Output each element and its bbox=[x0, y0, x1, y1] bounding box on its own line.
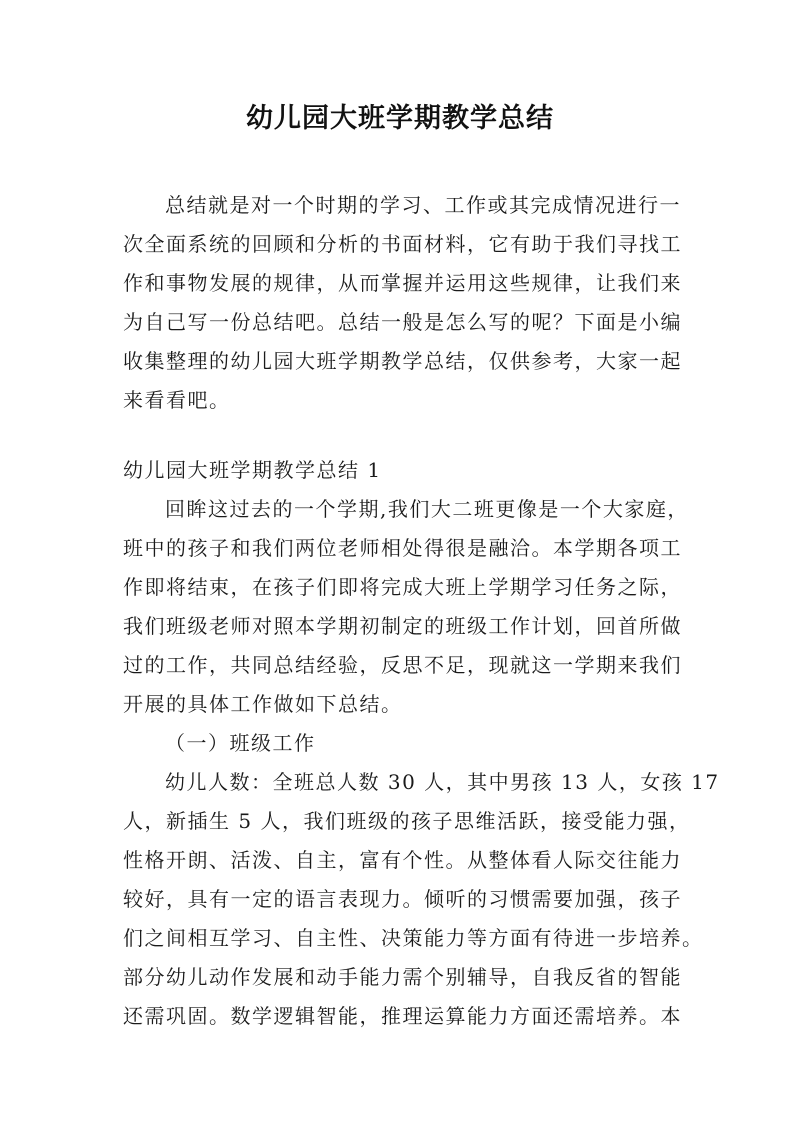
section-heading: 幼儿园大班学期教学总结 1 bbox=[123, 458, 382, 482]
document-title: 幼儿园大班学期教学总结 bbox=[246, 103, 554, 134]
class-line: 性格开朗、活泼、自主，富有个性。从整体看人际交往能力 bbox=[123, 848, 682, 872]
class-line: 还需巩固。数学逻辑智能，推理运算能力方面还需培养。本 bbox=[123, 1004, 682, 1028]
class-line: 部分幼儿动作发展和动手能力需个别辅导，自我反省的智能 bbox=[123, 965, 682, 989]
intro-line: 作和事物发展的规律，从而掌握并运用这些规律，让我们来 bbox=[123, 271, 682, 295]
subheading: （一）班级工作 bbox=[165, 731, 316, 755]
section-line: 过的工作，共同总结经验，反思不足，现就这一学期来我们 bbox=[123, 653, 682, 677]
class-line: 较好，具有一定的语言表现力。倾听的习惯需要加强，孩子 bbox=[123, 887, 682, 911]
intro-line: 为自己写一份总结吧。总结一般是怎么写的呢？下面是小编 bbox=[123, 310, 682, 334]
intro-line: 总结就是对一个时期的学习、工作或其完成情况进行一 bbox=[165, 193, 681, 217]
intro-line: 收集整理的幼儿园大班学期教学总结，仅供参考，大家一起 bbox=[123, 349, 682, 373]
section-line: 作即将结束，在孩子们即将完成大班上学期学习任务之际， bbox=[123, 575, 682, 599]
section-line: 开展的具体工作做如下总结。 bbox=[123, 692, 403, 716]
section-line: 回眸这过去的一个学期,我们大二班更像是一个大家庭， bbox=[165, 497, 689, 521]
class-line: 们之间相互学习、自主性、决策能力等方面有待进一步培养。 bbox=[123, 926, 704, 950]
class-line: 人，新插生 5 人，我们班级的孩子思维活跃，接受能力强， bbox=[123, 809, 691, 833]
class-line: 幼儿人数：全班总人数 30 人，其中男孩 13 人，女孩 17 bbox=[165, 770, 720, 794]
intro-line: 来看看吧。 bbox=[123, 388, 231, 412]
section-line: 班中的孩子和我们两位老师相处得很是融洽。本学期各项工 bbox=[123, 536, 682, 560]
intro-line: 次全面系统的回顾和分析的书面材料，它有助于我们寻找工 bbox=[123, 232, 682, 256]
section-line: 我们班级老师对照本学期初制定的班级工作计划，回首所做 bbox=[123, 614, 682, 638]
